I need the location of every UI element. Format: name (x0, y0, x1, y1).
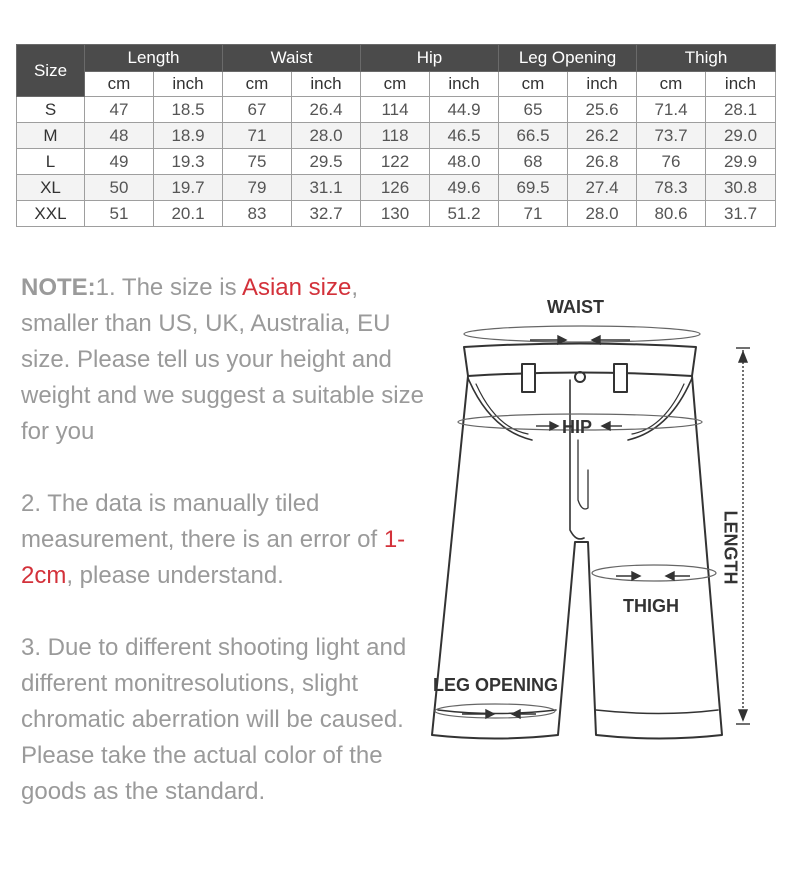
measurement-cell: 25.6 (568, 97, 637, 123)
measurement-cell: 73.7 (637, 123, 706, 149)
measurement-cell: 32.7 (292, 201, 361, 227)
measurement-cell: 79 (223, 175, 292, 201)
measurement-cell: 71 (223, 123, 292, 149)
group-header-leg-opening: Leg Opening (499, 45, 637, 72)
measurement-cell: 28.1 (706, 97, 776, 123)
waist-measure-ring (464, 326, 700, 342)
measurement-cell: 29.5 (292, 149, 361, 175)
leg-opening-label: LEG OPENING (433, 675, 559, 695)
unit-header: inch (154, 72, 223, 97)
note-2 (21, 486, 441, 594)
size-cell: XL (17, 175, 85, 201)
length-label: LENGTH (720, 510, 741, 585)
measurement-cell: 20.1 (154, 201, 223, 227)
measurement-cell: 26.2 (568, 123, 637, 149)
size-notes (21, 270, 441, 810)
measurement-cell: 68 (499, 149, 568, 175)
note-2-highlight: 1-2cm (21, 526, 406, 589)
measurement-cell: 65 (499, 97, 568, 123)
measurement-cell: 71 (499, 201, 568, 227)
measurement-cell: 26.8 (568, 149, 637, 175)
size-column-header: Size (17, 45, 85, 97)
measurement-cell: 76 (637, 149, 706, 175)
unit-header: inch (706, 72, 776, 97)
table-row (17, 123, 776, 149)
thigh-label: THIGH (623, 596, 679, 616)
note-1-highlight: Asian size (241, 274, 352, 301)
note-2-text-b: , please understand. (66, 562, 284, 589)
measurement-cell: 19.7 (154, 175, 223, 201)
table-row (17, 149, 776, 175)
thigh-measure-ring (592, 565, 716, 581)
measurement-cell: 28.0 (568, 201, 637, 227)
measurement-cell: 44.9 (430, 97, 499, 123)
size-cell: M (17, 123, 85, 149)
measurement-cell: 75 (223, 149, 292, 175)
unit-header: cm (637, 72, 706, 97)
measurement-cell: 18.5 (154, 97, 223, 123)
measurement-cell: 50 (85, 175, 154, 201)
measurement-cell: 31.1 (292, 175, 361, 201)
measurement-cell: 46.5 (430, 123, 499, 149)
measurement-cell: 29.9 (706, 149, 776, 175)
note-2-text-a: 2. The data is manually tiled measurement, there is an error of (21, 490, 384, 553)
measurement-cell: 48 (85, 123, 154, 149)
table-row (17, 175, 776, 201)
measurement-cell: 49 (85, 149, 154, 175)
measurement-cell: 71.4 (637, 97, 706, 123)
measurement-cell: 118 (361, 123, 430, 149)
measurement-cell: 80.6 (637, 201, 706, 227)
measurement-cell: 51.2 (430, 201, 499, 227)
measurement-cell: 18.9 (154, 123, 223, 149)
measurement-cell: 31.7 (706, 201, 776, 227)
unit-header: inch (292, 72, 361, 97)
unit-header: cm (361, 72, 430, 97)
group-header-length: Length (85, 45, 223, 72)
table-row (17, 97, 776, 123)
group-header-thigh: Thigh (637, 45, 776, 72)
size-cell: S (17, 97, 85, 123)
size-cell: XXL (17, 201, 85, 227)
measurement-cell: 69.5 (499, 175, 568, 201)
measurement-cell: 51 (85, 201, 154, 227)
unit-header: inch (430, 72, 499, 97)
unit-header: cm (223, 72, 292, 97)
note-1-text-b: , smaller than US, UK, Australia, EU size. Please tell us your height and weight and we suggest a suitable size for you (21, 274, 424, 445)
measurement-cell: 122 (361, 149, 430, 175)
note-1 (21, 270, 441, 450)
measurement-cell: 67 (223, 97, 292, 123)
note-1-text-a: 1. The size is (95, 274, 242, 301)
measurement-cell: 27.4 (568, 175, 637, 201)
measurement-cell: 49.6 (430, 175, 499, 201)
unit-header: inch (568, 72, 637, 97)
measurement-cell: 114 (361, 97, 430, 123)
measurement-cell: 48.0 (430, 149, 499, 175)
hip-label: HIP (562, 417, 593, 437)
measurement-cell: 47 (85, 97, 154, 123)
measurement-cell: 66.5 (499, 123, 568, 149)
unit-header: cm (85, 72, 154, 97)
measurement-cell: 29.0 (706, 123, 776, 149)
measurement-cell: 19.3 (154, 149, 223, 175)
measurement-cell: 28.0 (292, 123, 361, 149)
group-header-waist: Waist (223, 45, 361, 72)
measurement-cell: 30.8 (706, 175, 776, 201)
note-label: NOTE: (21, 274, 96, 301)
size-chart-table (16, 44, 776, 227)
measurement-cell: 26.4 (292, 97, 361, 123)
waist-label: WAIST (547, 297, 604, 317)
unit-header: cm (499, 72, 568, 97)
table-row (17, 201, 776, 227)
measurement-cell: 130 (361, 201, 430, 227)
measurement-cell: 83 (223, 201, 292, 227)
shorts-measurement-diagram (400, 280, 790, 760)
size-cell: L (17, 149, 85, 175)
measurement-cell: 78.3 (637, 175, 706, 201)
group-header-hip: Hip (361, 45, 499, 72)
measurement-cell: 126 (361, 175, 430, 201)
note-3: 3. Due to different shooting light and different monitresolutions, slight chromatic aberration will be caused. Please take the actual color of the goods as the standard. (21, 634, 407, 805)
